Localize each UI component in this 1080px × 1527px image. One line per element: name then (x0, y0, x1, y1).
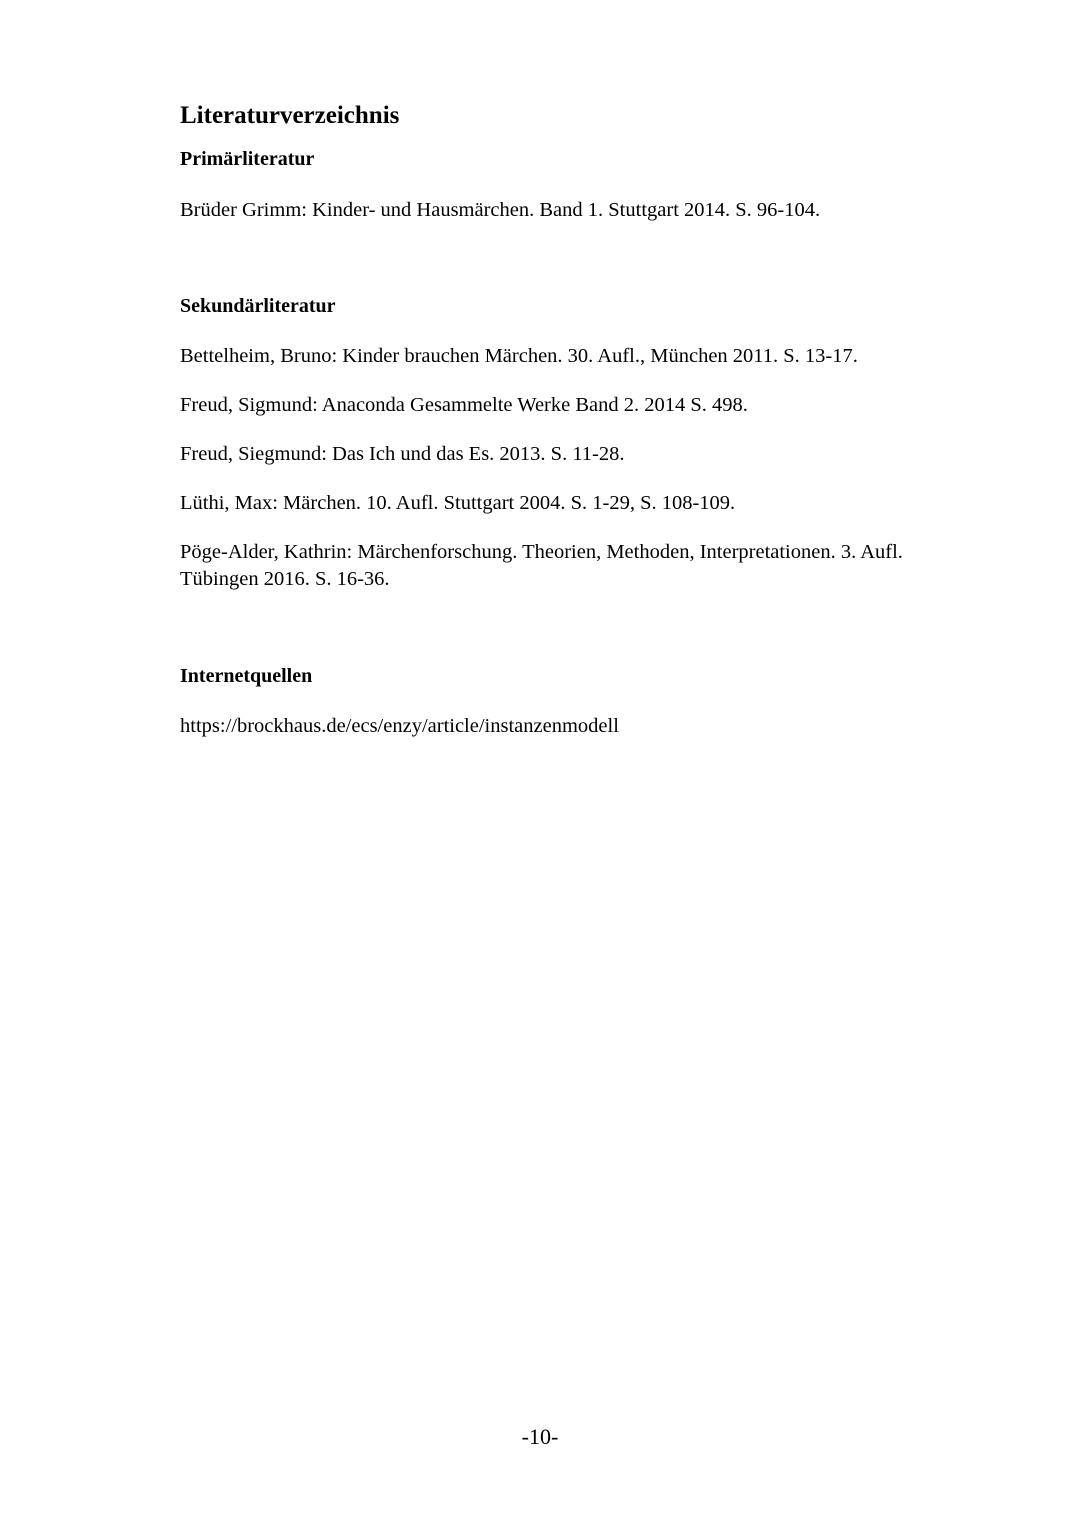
internet-entry: https://brockhaus.de/ecs/enzy/article/instanzenmodell (180, 715, 619, 737)
secondary-entry: Freud, Sigmund: Anaconda Gesammelte Werke Band 2. 2014 S. 498. (180, 394, 748, 416)
page-title: Literaturverzeichnis (180, 102, 400, 129)
secondary-entry: Freud, Siegmund: Das Ich und das Es. 2013. S. 11-28. (180, 443, 625, 465)
page-number: -10- (521, 1424, 559, 1449)
primary-heading: Primärliteratur (180, 148, 315, 170)
secondary-entry: Lüthi, Max: Märchen. 10. Aufl. Stuttgart 2004. S. 1-29, S. 108-109. (180, 492, 736, 514)
secondary-entry-continuation: Tübingen 2016. S. 16-36. (180, 568, 390, 590)
secondary-entry: Bettelheim, Bruno: Kinder brauchen Märchen. 30. Aufl., München 2011. S. 13-17. (180, 345, 858, 367)
primary-entry: Brüder Grimm: Kinder- und Hausmärchen. Band 1. Stuttgart 2014. S. 96-104. (180, 199, 821, 221)
secondary-heading: Sekundärliteratur (180, 295, 336, 317)
internet-heading: Internetquellen (180, 665, 313, 687)
secondary-entry: Pöge-Alder, Kathrin: Märchenforschung. Theorien, Methoden, Interpretationen. 3. Aufl. (180, 541, 903, 563)
